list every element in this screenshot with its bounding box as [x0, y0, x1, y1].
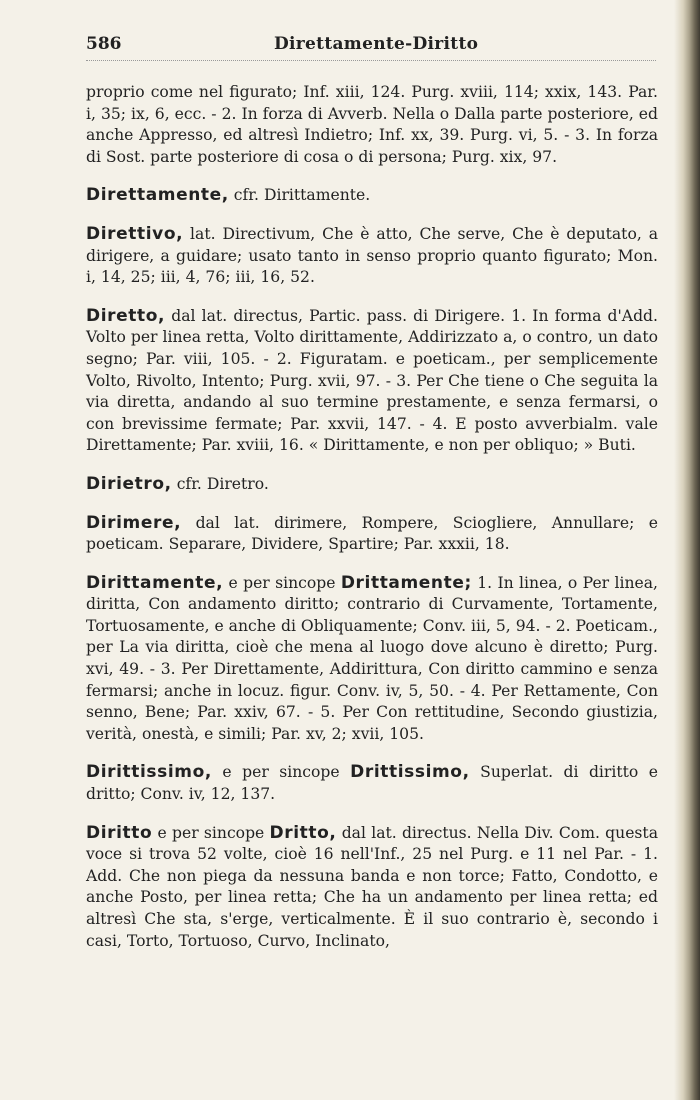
dictionary-column [86, 82, 658, 952]
entry-body: cfr. Diretro. [171, 474, 269, 493]
entry-dirimere [86, 513, 658, 556]
entry-connector: e per sincope [152, 823, 270, 842]
headword-variant: Drittamente; [340, 572, 472, 593]
headword: Dirimere, [86, 512, 182, 533]
entry-body: lat. Directivum, Che è atto, Che serve, Che è deputato, a dirigere, a guidare; usato tanto in senso proprio quanto figurato; Mon. i, 14, 25; iii, 4, 76; iii, 16, 52. [86, 224, 658, 287]
entry-continuation: proprio come nel figurato; Inf. xiii, 124. Purg. xviii, 114; xxix, 143. Par. i, 35; ix, 6, ecc. - 2. In forza di Avverb. Nella o Dalla parte posteriore, ed anche Appresso, ed altresì Indietro; Inf. xx, 39. Purg. vi, 5. - 3. In forza di Sost. parte posteriore di cosa o di persona; Purg. xix, 97. [86, 83, 658, 166]
running-title: Direttamente-Diritto [274, 34, 479, 54]
entry-body: dal lat. directus, Partic. pass. di Dirigere. 1. In forma d'Add. Volto per linea retta, Volto dirittamente, Addirizzato a, o contro, un dato segno; Par. viii, 105. - 2. Figuratam. e poeticam., per semplicemente Volto, Rivolto, Intento; Purg. xvii, 97. - 3. Per Che tiene o Che seguita la via diretta, andando al suo termine prestamente, e senza fermarsi, o con brevissime fermate; Par. xxvii, 147. - 4. E posto avverbialm. vale Direttamente; Par. xviii, 16. « Dirittamente, e non per obliquo; » Buti. [86, 306, 658, 455]
entry-body: 1. In linea, o Per linea, diritta, Con andamento diritto; contrario di Curvamente, Tortamente, Tortuosamente, e anche di Obliquamente; Conv. iii, 5, 94. - 2. Poeticam., per La via diritta, cioè che mena al luogo dove alcuno è diretto; Purg. xvi, 49. - 3. Per Direttamente, Addirittura, Con diritto cammino e senza fermarsi; anche in locuz. figur. Conv. iv, 5, 50. - 4. Per Rettamente, Con senno, Bene; Par. xxiv, 67. - 5. Per Con rettitudine, Secondo giustizia, verità, onestà, e simili; Par. xv, 2; xvii, 105. [86, 573, 658, 743]
entry-dirietro [86, 474, 658, 496]
entry-connector: e per sincope [211, 763, 351, 782]
headword: Diretto, [86, 305, 166, 326]
headword-variant: Dritto, [269, 822, 337, 843]
headword: Dirittamente, [86, 572, 224, 593]
headword: Dirietro, [86, 473, 172, 494]
entry-body: cfr. Dirittamente. [228, 186, 371, 205]
entry-body: dal lat. directus. Nella Div. Com. questa voce si trova 52 volte, cioè 16 nell'Inf., 25 nel Purg. e 11 nel Par. - 1. Add. Che non piega da nessuna banda e non torce; Fatto, Condotto, e anche Posto, per linea retta; Che ha un andamento per linea retta; ed altresì Che sta, s'erge, verticalmente. È il suo contrario è, secondo i casi, Torto, Tortuoso, Curvo, Inclinato, [86, 823, 658, 950]
page-edge [674, 0, 700, 1100]
entry-dirittamente [86, 573, 658, 746]
header-rule [86, 60, 656, 61]
entry-connector: e per sincope [223, 573, 341, 592]
page-number: 586 [86, 34, 122, 54]
entry-body: dal lat. dirimere, Rompere, Sciogliere, Annullare; e poeticam. Separare, Dividere, Spartire; Par. xxxii, 18. [86, 513, 658, 554]
entry-direttivo [86, 224, 658, 289]
headword: Diritto [86, 822, 153, 843]
headword: Direttivo, [86, 223, 184, 244]
headword: Dirittissimo, [86, 762, 212, 783]
headword-variant: Drittissimo, [350, 762, 470, 783]
entry-body: Superlat. di diritto e dritto; Conv. iv, 12, 137. [86, 763, 658, 804]
entry-diretto [86, 306, 658, 457]
entry-direttamente [86, 185, 658, 207]
entry-diritto [86, 823, 658, 953]
headword: Direttamente, [86, 185, 229, 206]
entry-dirittissimo [86, 762, 658, 805]
page-header [86, 34, 656, 64]
